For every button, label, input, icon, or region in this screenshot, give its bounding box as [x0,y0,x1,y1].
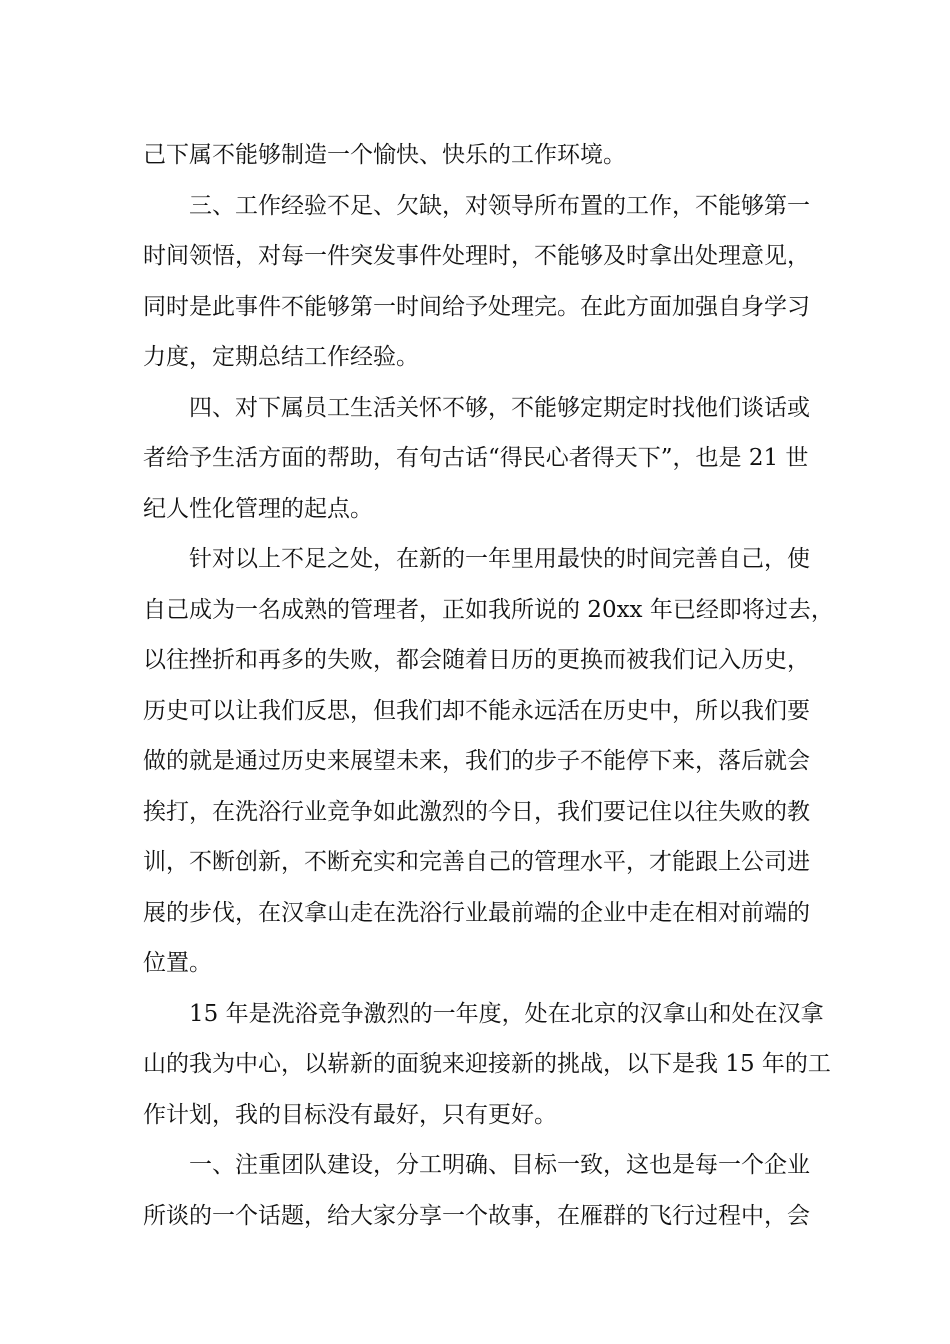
text-line: 纪人性化管理的起点。 [143,495,373,522]
text-line: 所谈的一个话题，给大家分享一个故事，在雁群的飞行过程中，会 [143,1202,810,1229]
paragraph-2 [143,181,808,383]
text-line: 一、注重团队建设，分工明确、目标一致，这也是每一个企业 [189,1152,810,1178]
paragraph-1 [143,130,808,181]
text-line: 历史可以让我们反思，但我们却不能永远活在历史中，所以我们要 [143,697,810,724]
paragraph-6 [143,1140,808,1241]
paragraph-3 [143,383,808,535]
text-line: 同时是此事件不能够第一时间给予处理完。在此方面加强自身学习 [143,293,810,320]
text-line: 四、对下属员工生活关怀不够，不能够定期定时找他们谈话或 [189,394,810,421]
text-line: 训，不断创新，不断充实和完善自己的管理水平，才能跟上公司进 [143,849,810,875]
paragraph-5 [143,989,831,1141]
text-line: 做的就是通过历史来展望未来，我们的步子不能停下来，落后就会 [143,748,810,774]
text-line: 挨打，在洗浴行业竞争如此激烈的今日，我们要记住以往失败的教 [143,798,810,825]
text-line: 针对以上不足之处，在新的一年里用最快的时间完善自己，使 [189,546,810,572]
text-line: 力度，定期总结工作经验。 [143,344,419,370]
text-line: 15 年是洗浴竞争激烈的一年度，处在北京的汉拿山和处在汉拿 [189,1000,824,1027]
text-line: 三、工作经验不足、欠缺，对领导所布置的工作，不能够第一 [189,192,810,219]
text-line: 山的我为中心，以崭新的面貌来迎接新的挑战，以下是我 15 年的工 [143,1051,831,1077]
text-line: 作计划，我的目标没有最好，只有更好。 [143,1101,557,1128]
paragraph-4 [143,534,834,989]
text-line: 己下属不能够制造一个愉快、快乐的工作环境。 [143,142,626,168]
text-line: 时间领悟，对每一件突发事件处理时，不能够及时拿出处理意见， [143,243,810,269]
text-line: 以往挫折和再多的失败，都会随着日历的更换而被我们记入历史， [143,647,810,673]
text-line: 位置。 [143,950,212,976]
text-line: 展的步伐，在汉拿山走在洗浴行业最前端的企业中走在相对前端的 [143,899,810,926]
document-body [143,130,834,1241]
text-line: 自己成为一名成熟的管理者，正如我所说的 20xx 年已经即将过去， [143,596,834,623]
text-line: 者给予生活方面的帮助，有句古话“得民心者得天下”，也是 21 世 [143,445,809,471]
